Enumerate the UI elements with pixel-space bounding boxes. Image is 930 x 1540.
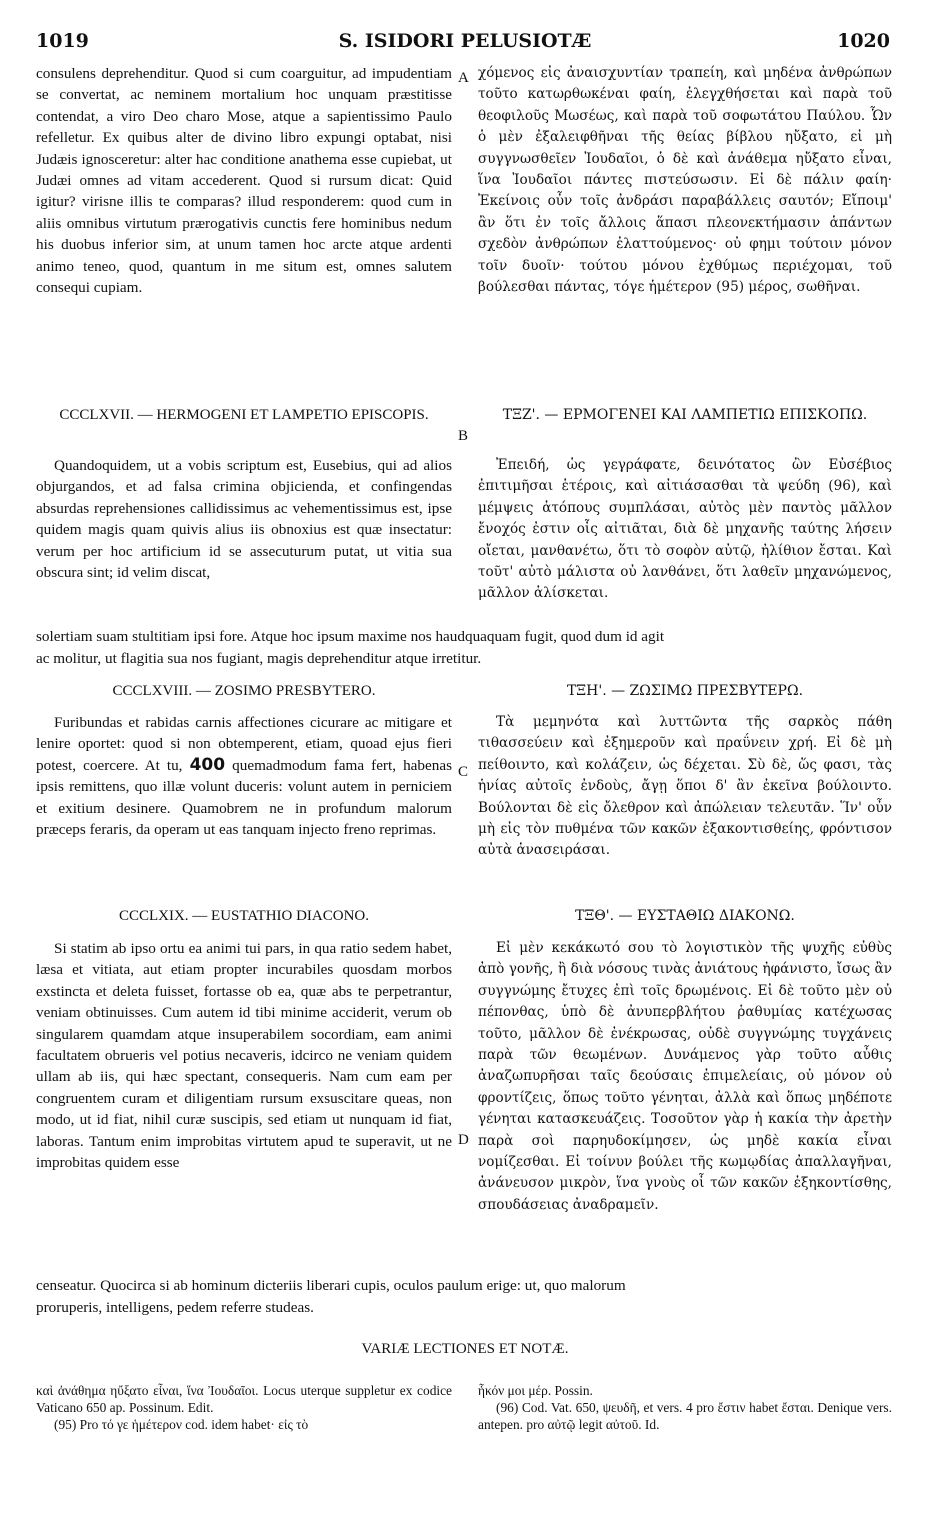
full-width-line: solertiam suam stultitiam ipsi fore. Atque hoc ipsum maxime nos haudquaquam fugit, quod dum id agit xyxy=(36,628,665,645)
notes-title: VARIÆ LECTIONES ET NOTÆ. xyxy=(361,1341,569,1357)
latin-text-part: quemadmodum fama fert, habenas ipsis remittens, quo illæ volunt duceris: volunt autem in perniciem et exitium desinere. Quamobrem ne in profundum malorum præceps feraris, da operam ut eas tanquam injecto freno reprimas. xyxy=(36,756,452,839)
margin-marker-c: C xyxy=(458,764,469,780)
greek-paragraph: Ἐπειδή, ὡς γεγράφατε, δεινότατος ὢν Εὐσέβιος ἐπιτιμῆσαι ἑτέροις, καὶ αἰτιάσασθαι τὰ ψεύδη (96), καὶ μέμψεις ἀτόπους συμπλάσαι, αὐτὸς μὲν παντὸς μᾶλλον ἔνοχός ἐστιν οἷς αἰτιᾶται, διὰ δὲ μηχανῆς ταύτης λήσειν οἴεται, μανθανέτω, ὅτι τὸ σοφὸν αὐτῷ, ἠλίθιον ἔσται. Καὶ τοῦτ' αὐτὸ μάλιστα οὐ λανθάνει, ὅτι λαθεῖν μηχανώμενος, μᾶλλον ἁλίσκεται. xyxy=(478,457,892,602)
latin-paragraph: Quandoquidem, ut a vobis scriptum est, Eusebius, qui ad alios objurgandos, et ad falsa crimina objicienda, et confingendas absurdas reprehensiones callidissimus ac vehementissimus est, ipse quidem magis quam quivis alius iis obnoxius est quæ insectatur: verum per hoc artificium id se assecuturum putat, ut vitia sua obscura sint; id velim discat, xyxy=(36,457,452,582)
latin-heading-ccclxix: CCCLXIX. — EUSTATHIO DIACONO. xyxy=(118,908,370,924)
greek-text-section-3 xyxy=(478,712,892,862)
greek-text-section-2 xyxy=(478,455,892,605)
greek-heading-txz: ΤΞΖ'. — ΕΡΜΟΓΕΝΕΙ ΚΑΙ ΛΑΜΠΕΤΙΩ ΕΠΙΣΚΟΠΩ. xyxy=(502,407,868,423)
latin-text-section-2 xyxy=(36,455,452,583)
full-width-line: censeatur. Quocirca si ab hominum dicteriis liberari cupis, oculos paulum erige: ut, quo malorum xyxy=(36,1277,626,1294)
greek-text-section-4 xyxy=(478,938,892,1216)
right-page-number: 1020 xyxy=(837,30,890,52)
full-width-line: ac molitur, ut flagitia sua nos fugiant, magis deprehenditur atque irretitur. xyxy=(36,650,482,667)
running-title: S. ISIDORI PELUSIOTÆ xyxy=(338,30,592,52)
latin-heading-ccclxviii: CCCLXVIII. — ZOSIMO PRESBYTERO. xyxy=(112,683,376,699)
notes-right-column xyxy=(478,1382,892,1433)
latin-text-section-3 xyxy=(36,712,452,840)
latin-paragraph: consulens deprehenditur. Quod si cum coarguitur, ad impudentiam se convertat, ac neminem mortalium hoc unquam præstitisse contendat, a viro Deo charo Mose, atque a sapientissimo Paulo refelletur. Ex quibus alter de divino libro expungi optabat, nisi Judæis ignosceretur: alter hac conditione anathema esse cupiebat, ut Judæi omnes ad vitam accederent. Quod si rursum dicat: Quid igitur? virisne illis te comparas? illud responderem: quod cum in aliis omnibus virtutum prærogativis cunctis fere hominibus nedum his duobus inferior sim, at unum tamen hoc arcte atque ardenti animo teneo, quod, quantum in me situm est, omnes salutem consequi cupiam. xyxy=(36,65,452,297)
note-paragraph: (96) Cod. Vat. 650, ψευδῆ, et vers. 4 pro ἔστιν habet ἔσται. Denique vers. antepen. pro αὐτῷ legit αὐτοῦ. Id. xyxy=(478,1400,892,1432)
margin-marker-d: D xyxy=(458,1132,469,1148)
margin-marker-b: B xyxy=(458,428,469,444)
latin-text-section-1 xyxy=(36,63,452,298)
greek-heading-tzh: ΤΞΗ'. — ΖΩΣΙΜΩ ΠΡΕΣΒΥΤΕΡΩ. xyxy=(566,683,804,699)
latin-heading-ccclxvii: CCCLXVII. — HERMOGENI ET LAMPETIO EPISCOPIS. xyxy=(59,407,429,423)
latin-paragraph: Si statim ab ipso ortu ea animi tui pars, in qua ratio sedem habet, læsa et vitiata, aut etiam propter incurabiles quosdam morbos exstincta et deleta fuisset, fortasse ob ea, quæ abs te perpetrantur, veniam obtinuisses. Cum autem id tibi minime acciderit, verum ob singularem quamdam atque insuperabilem socordiam, eam animi facultatem obrueris vel potius necaveris, idcirco ne veniam quidem ullam ab iis, qui hæc spectant, consequeris. Nam cum eam per congruentem curam et diligentiam rursum exsuscitare queas, non modo, ut id fiat, nihil curæ suscipis, sed etiam ut nunquam id fiat, laboras. Tantum enim improbitas virtutem apud te superavit, ut ne improbitas quidem esse xyxy=(36,940,452,1172)
latin-paragraph xyxy=(36,712,452,840)
greek-heading-tzth: ΤΞΘ'. — ΕΥΣΤΑΘΙΩ ΔΙΑΚΟΝΩ. xyxy=(575,908,795,924)
greek-paragraph: Εἰ μὲν κεκάκωτό σου τὸ λογιστικὸν τῆς ψυχῆς εὐθὺς ἀπὸ γονῆς, ἢ διὰ νόσους τινὰς ἀνιάτους ἠφάνιστο, ἴσως ἂν συγγνώμης ἔτυχες ἐπὶ τοῖς δρωμένοις. Εἰ δὲ τοῦτο μὲν οὐ πέπονθας, ὑπὸ δὲ ἀνυπερβλήτου ῥαθυμίας κατέχωσας τοῦτο, μᾶλλον δὲ ἐνέκρωσας, οὐδὲ συγγνώμης τυγχάνεις παρὰ τῶν θεωμένων. Δυνάμενος γὰρ τοῦτο αὖθις ἀναζωπυρῆσαι ταῖς δεούσαις ἐπιμελείαις, οὐ μόνον οὐ φροντίζεις, ὅπως τοῦτο γένηται, ἀλλὰ καὶ ὅπως μηδέποτε γένηται κατασκευάζεις. Τοσοῦτον γὰρ ἡ κακία τὴν ἀρετὴν παρὰ σοὶ παρηυδοκίμησεν, ὡς μηδὲ κακία εἶναι νομίζεσθαι. Εἰ τοίνυν βούλει τῆς κωμῳδίας ἀπαλλαγῆναι, ἀνάνευσον μικρὸν, ἵνα γνοὺς οἷ τῶν κακῶν ἐξηκοντίσθης, σπουδάσειας ἀναδραμεῖν. xyxy=(478,940,892,1213)
notes-left-column xyxy=(36,1382,452,1433)
margin-marker-a: A xyxy=(458,70,469,86)
greek-text-section-1 xyxy=(478,63,892,298)
greek-paragraph: Τὰ μεμηνότα καὶ λυττῶντα τῆς σαρκὸς πάθη τιθασσεύειν καὶ ἐξημεροῦν καὶ πραΰνειν χρή. Εἰ δὲ μὴ πείθοιντο, καὶ κολάζειν, ὡς δέχεται. Σὺ δὲ, ὥς φασι, τὰς ἡνίας αὐτοῖς ἐνδοὺς, ἄγῃ ὅποι δ' ἂν ἐκεῖνα βούλοιντο. Βούλονται δὲ εἰς ὄλεθρον καὶ ἀπώλειαν τελευτᾶν. Ἵν' οὖν μὴ εἰς τὸν πυθμένα τῶν κακῶν ἐξακοντισθείης, φρόντισον αὐτὰ ἀνασειράσαι. xyxy=(478,714,892,859)
note-paragraph: (95) Pro τό γε ἡμέτερον cod. idem habet· εἰς τὸ xyxy=(54,1417,309,1432)
column-number: 400 xyxy=(189,754,226,775)
greek-paragraph: χόμενος εἰς ἀναισχυντίαν τραπείη, καὶ μηδένα ἀνθρώπων τοῦτο κατωρθωκέναι φαίη, ἐλεγχθήσεται καὶ παρὰ τοῦ θεοφιλοῦς Μωσέως, καὶ παρὰ τοῦ σοφωτάτου Παύλου. Ὧν ὁ μὲν ἐξαλειφθῆναι τῆς θείας βίβλου ηὔξατο, εἰ μὴ συγγνωσθεῖεν Ἰουδαῖοι, ὁ δὲ καὶ ἀνάθεμα ηὔξατο εἶναι, ἵνα Ἰουδαῖοι πάντες πιστεύσωσιν. Εἰ δὲ πάλιν φαίη· Ἐκείνοις οὖν τοῖς ἀνδράσι παραβάλλεις σαυτόν; Εἴποιμ' ἂν ὅτι ἐν τοῖς ἄλλοις ἅπασι πλεονεκτήμασιν ἁπάντων σχεδὸν ἀνθρώπων ἐλαττούμενος· οὐ φημι τούτοιν μόνον τοῖν δυοῖν· τούτου μόνου ἐχθύμως περιέχομαι, τοῦ βούλεσθαι πάντας, τόγε ἡμέτερον (95) μέρος, σωθῆναι. xyxy=(478,65,892,296)
note-paragraph: ἧκόν μοι μέρ. Possin. xyxy=(478,1383,593,1398)
note-paragraph: καὶ ἀνάθημα ηὔξατο εἶναι, ἵνα Ἰουδαῖοι. Locus uterque suppletur ex codice Vaticano 650 ap. Possinum. Edit. xyxy=(36,1383,452,1415)
latin-text-section-4 xyxy=(36,938,452,1173)
full-width-line: proruperis, intelligens, pedem referre studeas. xyxy=(36,1299,314,1316)
left-page-number: 1019 xyxy=(36,30,89,52)
latin-text-part: Furibundas et rabidas carnis affectiones cicurare ac mitigare et lenire oportet: quod si non obtemperent, etiam, quoad ejus fieri potest, coercere. At tu, xyxy=(36,714,452,774)
